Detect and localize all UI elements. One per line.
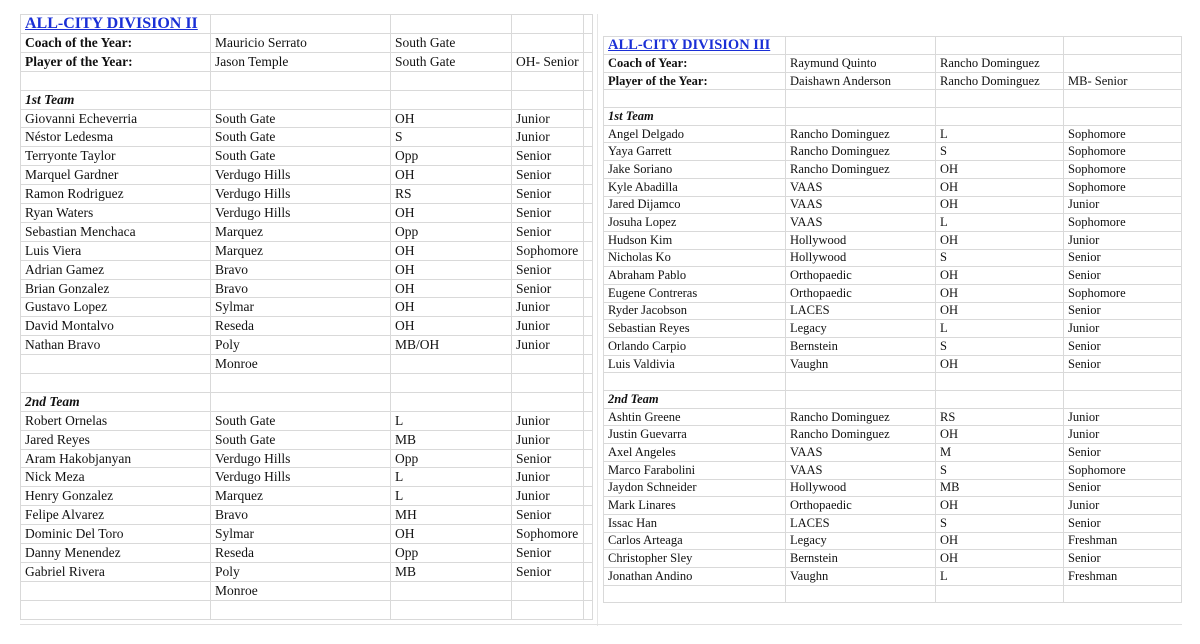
table-row bbox=[21, 411, 593, 430]
table-row bbox=[604, 550, 1182, 568]
year-cell: Senior bbox=[512, 279, 584, 298]
year-cell: Senior bbox=[512, 204, 584, 223]
school-cell: Verdugo Hills bbox=[211, 185, 391, 204]
year-cell: Junior bbox=[512, 411, 584, 430]
player-name-cell: Angel Delgado bbox=[604, 125, 786, 143]
position-cell: Opp bbox=[391, 147, 512, 166]
year-cell: Sophomore bbox=[512, 525, 584, 544]
table-row bbox=[604, 302, 1182, 320]
player-name-cell: Ashtin Greene bbox=[604, 408, 786, 426]
position-cell: OH bbox=[936, 284, 1064, 302]
player-name-cell bbox=[21, 581, 211, 600]
position-cell: OH bbox=[936, 161, 1064, 179]
player-school: South Gate bbox=[391, 52, 512, 71]
player-name-cell: Nicholas Ko bbox=[604, 249, 786, 267]
table-row bbox=[604, 178, 1182, 196]
school-cell: Poly bbox=[211, 336, 391, 355]
coach-school: South Gate bbox=[391, 34, 512, 53]
player-name-cell: Gabriel Rivera bbox=[21, 562, 211, 581]
school-cell: Rancho Dominguez bbox=[786, 408, 936, 426]
table-row bbox=[604, 143, 1182, 161]
year-cell: Sophomore bbox=[1064, 214, 1182, 232]
year-cell: Junior bbox=[512, 430, 584, 449]
position-cell: L bbox=[936, 320, 1064, 338]
school-cell: Sylmar bbox=[211, 525, 391, 544]
player-name-cell: Jared Dijamco bbox=[604, 196, 786, 214]
table-row bbox=[604, 461, 1182, 479]
school-cell: Verdugo Hills bbox=[211, 468, 391, 487]
player-name-cell: Justin Guevarra bbox=[604, 426, 786, 444]
position-cell: Opp bbox=[391, 449, 512, 468]
coach-of-year-row bbox=[604, 55, 1182, 73]
year-cell: Senior bbox=[1064, 479, 1182, 497]
school-cell: South Gate bbox=[211, 128, 391, 147]
player-school: Rancho Dominguez bbox=[936, 72, 1064, 90]
first-team-label: 1st Team bbox=[604, 108, 786, 126]
year-cell: Sophomore bbox=[512, 241, 584, 260]
year-cell: Freshman bbox=[1064, 567, 1182, 585]
player-name-cell: Nick Meza bbox=[21, 468, 211, 487]
school-cell: Rancho Dominguez bbox=[786, 143, 936, 161]
coach-label: Coach of Year: bbox=[604, 55, 786, 73]
player-name-cell: Luis Valdivia bbox=[604, 355, 786, 373]
player-name-cell: Sebastian Reyes bbox=[604, 320, 786, 338]
coach-name: Raymund Quinto bbox=[786, 55, 936, 73]
position-cell: MB bbox=[936, 479, 1064, 497]
player-name-cell: Marquel Gardner bbox=[21, 166, 211, 185]
position-cell: OH bbox=[391, 109, 512, 128]
coach-name: Mauricio Serrato bbox=[211, 34, 391, 53]
position-cell: Opp bbox=[391, 222, 512, 241]
table-row bbox=[604, 320, 1182, 338]
year-cell: Senior bbox=[1064, 249, 1182, 267]
year-cell: Senior bbox=[512, 260, 584, 279]
player-name-cell: Carlos Arteaga bbox=[604, 532, 786, 550]
year-cell: Senior bbox=[512, 506, 584, 525]
table-row bbox=[604, 338, 1182, 356]
position-cell: L bbox=[936, 567, 1064, 585]
year-cell: Senior bbox=[1064, 302, 1182, 320]
player-name-cell: Abraham Pablo bbox=[604, 267, 786, 285]
year-cell: Junior bbox=[1064, 320, 1182, 338]
year-cell: Freshman bbox=[1064, 532, 1182, 550]
school-cell: LACES bbox=[786, 302, 936, 320]
school-cell: Marquez bbox=[211, 241, 391, 260]
player-name-cell: Marco Farabolini bbox=[604, 461, 786, 479]
position-cell: OH bbox=[936, 355, 1064, 373]
position-cell: L bbox=[936, 214, 1064, 232]
year-cell: Senior bbox=[512, 222, 584, 241]
year-cell: Junior bbox=[512, 336, 584, 355]
school-cell: Bravo bbox=[211, 260, 391, 279]
school-cell: Poly bbox=[211, 562, 391, 581]
table-row bbox=[21, 185, 593, 204]
position-cell: RS bbox=[936, 408, 1064, 426]
school-cell: VAAS bbox=[786, 178, 936, 196]
position-cell: MB bbox=[391, 430, 512, 449]
school-cell: Rancho Dominguez bbox=[786, 426, 936, 444]
player-name-cell: Robert Ornelas bbox=[21, 411, 211, 430]
table-row bbox=[21, 298, 593, 317]
player-name-cell: Giovanni Echeverria bbox=[21, 109, 211, 128]
school-cell: Marquez bbox=[211, 222, 391, 241]
school-cell: South Gate bbox=[211, 411, 391, 430]
position-cell: L bbox=[391, 411, 512, 430]
table-row bbox=[604, 231, 1182, 249]
school-cell: VAAS bbox=[786, 444, 936, 462]
sheet-divider bbox=[597, 14, 598, 626]
year-cell: Junior bbox=[1064, 497, 1182, 515]
year-cell: Senior bbox=[1064, 550, 1182, 568]
division-title: ALL-CITY DIVISION III bbox=[604, 37, 786, 55]
position-cell: OH bbox=[936, 231, 1064, 249]
position-cell bbox=[391, 581, 512, 600]
school-cell: South Gate bbox=[211, 430, 391, 449]
position-cell: L bbox=[391, 487, 512, 506]
year-cell: Junior bbox=[1064, 408, 1182, 426]
school-cell: Orthopaedic bbox=[786, 284, 936, 302]
position-cell: L bbox=[391, 468, 512, 487]
player-name-cell: Ryan Waters bbox=[21, 204, 211, 223]
player-name-cell: Christopher Sley bbox=[604, 550, 786, 568]
year-cell: Sophomore bbox=[1064, 125, 1182, 143]
player-name-cell: Orlando Carpio bbox=[604, 338, 786, 356]
player-name-cell: Jake Soriano bbox=[604, 161, 786, 179]
player-name-cell: Mark Linares bbox=[604, 497, 786, 515]
table-row bbox=[21, 355, 593, 374]
year-cell: Junior bbox=[1064, 196, 1182, 214]
player-name-cell: Jonathan Andino bbox=[604, 567, 786, 585]
position-cell: OH bbox=[936, 196, 1064, 214]
school-cell: VAAS bbox=[786, 461, 936, 479]
year-cell: Junior bbox=[512, 317, 584, 336]
table-row bbox=[21, 128, 593, 147]
position-cell: S bbox=[936, 461, 1064, 479]
school-cell: South Gate bbox=[211, 147, 391, 166]
player-name-cell: Nathan Bravo bbox=[21, 336, 211, 355]
table-row bbox=[21, 581, 593, 600]
player-info: OH- Senior bbox=[512, 52, 584, 71]
player-name-cell: Henry Gonzalez bbox=[21, 487, 211, 506]
school-cell: Verdugo Hills bbox=[211, 166, 391, 185]
table-row bbox=[604, 444, 1182, 462]
blank-row bbox=[21, 374, 593, 393]
school-cell: Bernstein bbox=[786, 338, 936, 356]
position-cell: OH bbox=[391, 317, 512, 336]
school-cell: Reseda bbox=[211, 317, 391, 336]
table-row bbox=[21, 544, 593, 563]
coach-label: Coach of the Year: bbox=[21, 34, 211, 53]
player-name-cell: Sebastian Menchaca bbox=[21, 222, 211, 241]
player-name-cell: David Montalvo bbox=[21, 317, 211, 336]
player-name: Jason Temple bbox=[211, 52, 391, 71]
first-team-header-row bbox=[604, 108, 1182, 126]
table-row bbox=[21, 222, 593, 241]
school-cell: Marquez bbox=[211, 487, 391, 506]
school-cell: South Gate bbox=[211, 109, 391, 128]
position-cell: OH bbox=[936, 267, 1064, 285]
year-cell: Sophomore bbox=[1064, 461, 1182, 479]
school-cell: Vaughn bbox=[786, 567, 936, 585]
player-name-cell: Aram Hakobjanyan bbox=[21, 449, 211, 468]
table-row bbox=[604, 532, 1182, 550]
school-cell: VAAS bbox=[786, 196, 936, 214]
table-row bbox=[604, 355, 1182, 373]
school-cell: Vaughn bbox=[786, 355, 936, 373]
table-row bbox=[21, 525, 593, 544]
second-team-label: 2nd Team bbox=[21, 392, 211, 411]
school-cell: Legacy bbox=[786, 320, 936, 338]
year-cell: Junior bbox=[512, 128, 584, 147]
first-team-header-row bbox=[21, 90, 593, 109]
title-row bbox=[21, 15, 593, 34]
player-name-cell: Kyle Abadilla bbox=[604, 178, 786, 196]
table-row bbox=[604, 196, 1182, 214]
year-cell: Senior bbox=[1064, 267, 1182, 285]
year-cell: Junior bbox=[512, 487, 584, 506]
coach-school: Rancho Dominguez bbox=[936, 55, 1064, 73]
player-name-cell: Axel Angeles bbox=[604, 444, 786, 462]
player-name-cell: Eugene Contreras bbox=[604, 284, 786, 302]
year-cell: Junior bbox=[512, 468, 584, 487]
player-name-cell: Yaya Garrett bbox=[604, 143, 786, 161]
position-cell: MB/OH bbox=[391, 336, 512, 355]
position-cell: RS bbox=[391, 185, 512, 204]
player-name-cell bbox=[21, 355, 211, 374]
table-row bbox=[21, 317, 593, 336]
position-cell: OH bbox=[391, 525, 512, 544]
table-row bbox=[604, 567, 1182, 585]
player-name-cell: Gustavo Lopez bbox=[21, 298, 211, 317]
player-label: Player of the Year: bbox=[604, 72, 786, 90]
table-row bbox=[604, 514, 1182, 532]
table-row bbox=[604, 497, 1182, 515]
position-cell: OH bbox=[936, 426, 1064, 444]
position-cell: MH bbox=[391, 506, 512, 525]
table-row bbox=[21, 430, 593, 449]
school-cell: Bernstein bbox=[786, 550, 936, 568]
player-name: Daishawn Anderson bbox=[786, 72, 936, 90]
year-cell: Junior bbox=[512, 109, 584, 128]
table-row bbox=[604, 125, 1182, 143]
second-team-header-row bbox=[21, 392, 593, 411]
year-cell: Sophomore bbox=[1064, 143, 1182, 161]
table-row bbox=[21, 109, 593, 128]
blank-row bbox=[604, 373, 1182, 391]
table-row bbox=[21, 147, 593, 166]
blank-row bbox=[604, 585, 1182, 603]
table-row bbox=[604, 249, 1182, 267]
school-cell: Reseda bbox=[211, 544, 391, 563]
player-name-cell: Luis Viera bbox=[21, 241, 211, 260]
division-3-table bbox=[603, 36, 1182, 603]
school-cell: Hollywood bbox=[786, 231, 936, 249]
table-row bbox=[21, 241, 593, 260]
player-name-cell: Brian Gonzalez bbox=[21, 279, 211, 298]
position-cell: OH bbox=[936, 497, 1064, 515]
position-cell: L bbox=[936, 125, 1064, 143]
player-name-cell: Ryder Jacobson bbox=[604, 302, 786, 320]
table-row bbox=[21, 279, 593, 298]
position-cell: OH bbox=[391, 241, 512, 260]
year-cell: Junior bbox=[1064, 426, 1182, 444]
player-name-cell: Danny Menendez bbox=[21, 544, 211, 563]
school-cell: VAAS bbox=[786, 214, 936, 232]
position-cell: S bbox=[936, 514, 1064, 532]
school-cell: LACES bbox=[786, 514, 936, 532]
school-cell: Rancho Dominguez bbox=[786, 125, 936, 143]
table-row bbox=[604, 426, 1182, 444]
table-row bbox=[21, 506, 593, 525]
school-cell: Orthopaedic bbox=[786, 497, 936, 515]
year-cell: Senior bbox=[1064, 444, 1182, 462]
blank-row bbox=[21, 600, 593, 619]
player-name-cell: Jaydon Schneider bbox=[604, 479, 786, 497]
school-cell: Monroe bbox=[211, 355, 391, 374]
player-of-year-row bbox=[604, 72, 1182, 90]
year-cell: Sophomore bbox=[1064, 284, 1182, 302]
position-cell bbox=[391, 355, 512, 374]
second-team-label: 2nd Team bbox=[604, 391, 786, 409]
position-cell: OH bbox=[391, 298, 512, 317]
school-cell: Orthopaedic bbox=[786, 267, 936, 285]
division-title: ALL-CITY DIVISION II bbox=[21, 15, 211, 34]
school-cell: Verdugo Hills bbox=[211, 204, 391, 223]
school-cell: Rancho Dominguez bbox=[786, 161, 936, 179]
first-team-label: 1st Team bbox=[21, 90, 211, 109]
table-row bbox=[604, 479, 1182, 497]
player-name-cell: Néstor Ledesma bbox=[21, 128, 211, 147]
year-cell: Senior bbox=[512, 562, 584, 581]
position-cell: Opp bbox=[391, 544, 512, 563]
table-row bbox=[21, 336, 593, 355]
position-cell: OH bbox=[936, 178, 1064, 196]
title-row bbox=[604, 37, 1182, 55]
position-cell: S bbox=[936, 143, 1064, 161]
school-cell: Bravo bbox=[211, 506, 391, 525]
position-cell: OH bbox=[936, 302, 1064, 320]
school-cell: Bravo bbox=[211, 279, 391, 298]
player-name-cell: Dominic Del Toro bbox=[21, 525, 211, 544]
player-name-cell: Felipe Alvarez bbox=[21, 506, 211, 525]
school-cell: Verdugo Hills bbox=[211, 449, 391, 468]
year-cell: Senior bbox=[512, 147, 584, 166]
year-cell bbox=[512, 581, 584, 600]
position-cell: M bbox=[936, 444, 1064, 462]
table-row bbox=[21, 468, 593, 487]
table-row bbox=[604, 408, 1182, 426]
year-cell: Senior bbox=[1064, 355, 1182, 373]
position-cell: OH bbox=[936, 532, 1064, 550]
position-cell: S bbox=[936, 338, 1064, 356]
table-row bbox=[21, 487, 593, 506]
year-cell bbox=[512, 355, 584, 374]
player-name-cell: Hudson Kim bbox=[604, 231, 786, 249]
table-row bbox=[21, 260, 593, 279]
player-name-cell: Josuha Lopez bbox=[604, 214, 786, 232]
table-row bbox=[604, 267, 1182, 285]
table-row bbox=[604, 214, 1182, 232]
position-cell: OH bbox=[936, 550, 1064, 568]
player-of-year-row bbox=[21, 52, 593, 71]
blank-row bbox=[604, 90, 1182, 108]
division-2-table bbox=[20, 14, 593, 620]
school-cell: Legacy bbox=[786, 532, 936, 550]
school-cell: Hollywood bbox=[786, 479, 936, 497]
table-row bbox=[604, 161, 1182, 179]
coach-of-year-row bbox=[21, 34, 593, 53]
player-name-cell: Ramon Rodriguez bbox=[21, 185, 211, 204]
position-cell: OH bbox=[391, 279, 512, 298]
table-row bbox=[21, 449, 593, 468]
position-cell: MB bbox=[391, 562, 512, 581]
blank-row bbox=[21, 71, 593, 90]
position-cell: S bbox=[391, 128, 512, 147]
position-cell: S bbox=[936, 249, 1064, 267]
year-cell: Senior bbox=[512, 185, 584, 204]
year-cell: Senior bbox=[512, 544, 584, 563]
position-cell: OH bbox=[391, 204, 512, 223]
sheet-bottom-rule bbox=[20, 624, 1182, 625]
school-cell: Hollywood bbox=[786, 249, 936, 267]
year-cell: Senior bbox=[1064, 338, 1182, 356]
year-cell: Senior bbox=[512, 166, 584, 185]
player-info: MB- Senior bbox=[1064, 72, 1182, 90]
table-row bbox=[604, 284, 1182, 302]
year-cell: Junior bbox=[1064, 231, 1182, 249]
player-label: Player of the Year: bbox=[21, 52, 211, 71]
year-cell: Junior bbox=[512, 298, 584, 317]
year-cell: Senior bbox=[1064, 514, 1182, 532]
table-row bbox=[21, 166, 593, 185]
school-cell: Monroe bbox=[211, 581, 391, 600]
position-cell: OH bbox=[391, 260, 512, 279]
player-name-cell: Adrian Gamez bbox=[21, 260, 211, 279]
year-cell: Sophomore bbox=[1064, 161, 1182, 179]
table-row bbox=[21, 562, 593, 581]
second-team-header-row bbox=[604, 391, 1182, 409]
year-cell: Senior bbox=[512, 449, 584, 468]
year-cell: Sophomore bbox=[1064, 178, 1182, 196]
position-cell: OH bbox=[391, 166, 512, 185]
table-row bbox=[21, 204, 593, 223]
player-name-cell: Jared Reyes bbox=[21, 430, 211, 449]
player-name-cell: Issac Han bbox=[604, 514, 786, 532]
school-cell: Sylmar bbox=[211, 298, 391, 317]
player-name-cell: Terryonte Taylor bbox=[21, 147, 211, 166]
